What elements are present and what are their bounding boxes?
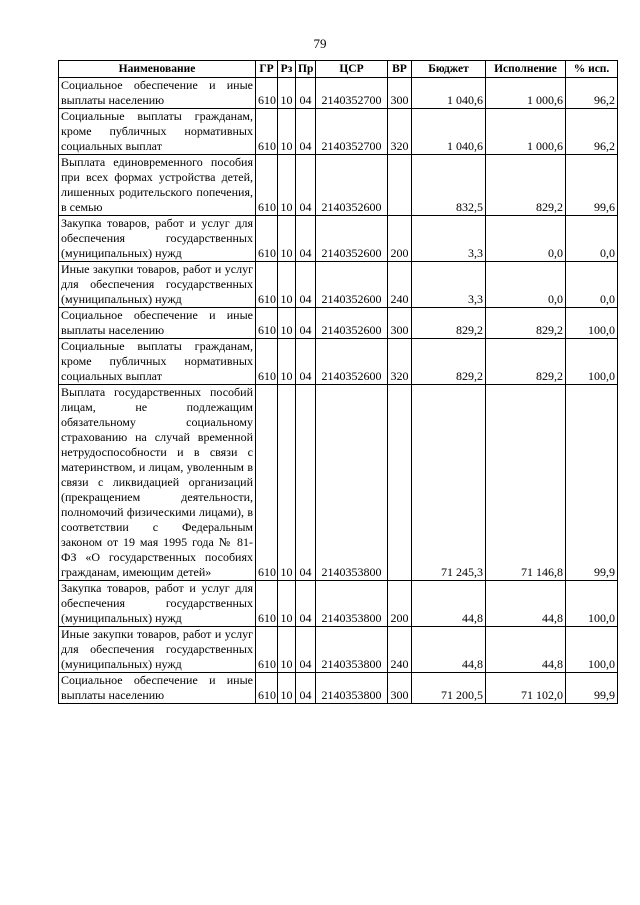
cell-pr: 04 [296,581,316,627]
cell-vr: 320 [388,339,412,385]
cell-csr: 2140352700 [316,109,388,155]
cell-budget: 3,3 [412,216,486,262]
cell-gr: 610 [256,627,278,673]
cell-vr: 300 [388,308,412,339]
cell-csr: 2140353800 [316,385,388,581]
cell-vr: 300 [388,673,412,704]
cell-vr: 320 [388,109,412,155]
cell-execution: 0,0 [486,262,566,308]
table-row [59,339,618,385]
cell-name: Выплата единовременного пособия при всех формах устройства детей, лишенных родительского попечения, в семью [59,155,256,216]
header-csr: ЦСР [316,61,388,78]
cell-pr: 04 [296,339,316,385]
cell-vr [388,155,412,216]
header-name: Наименование [59,61,256,78]
cell-name: Социальные выплаты гражданам, кроме публичных нормативных социальных выплат [59,339,256,385]
cell-gr: 610 [256,308,278,339]
cell-csr: 2140352600 [316,216,388,262]
cell-percent: 99,9 [566,673,618,704]
header-rz: Рз [278,61,296,78]
cell-gr: 610 [256,109,278,155]
cell-gr: 610 [256,673,278,704]
cell-gr: 610 [256,78,278,109]
header-execution: Исполнение [486,61,566,78]
cell-name: Иные закупки товаров, работ и услуг для обеспечения государственных (муниципальных) нужд [59,627,256,673]
table-row [59,109,618,155]
cell-pr: 04 [296,308,316,339]
cell-rz: 10 [278,581,296,627]
cell-budget: 71 200,5 [412,673,486,704]
table-row [59,627,618,673]
cell-name: Социальное обеспечение и иные выплаты населению [59,78,256,109]
cell-gr: 610 [256,339,278,385]
cell-rz: 10 [278,385,296,581]
header-budget: Бюджет [412,61,486,78]
cell-name: Иные закупки товаров, работ и услуг для обеспечения государственных (муниципальных) нужд [59,262,256,308]
cell-csr: 2140353800 [316,627,388,673]
header-vr: ВР [388,61,412,78]
table-row [59,78,618,109]
cell-percent: 100,0 [566,308,618,339]
table-body [59,78,618,704]
cell-name: Социальное обеспечение и иные выплаты населению [59,308,256,339]
cell-budget: 44,8 [412,627,486,673]
cell-execution: 829,2 [486,155,566,216]
cell-rz: 10 [278,339,296,385]
cell-budget: 832,5 [412,155,486,216]
cell-percent: 99,6 [566,155,618,216]
cell-vr: 300 [388,78,412,109]
cell-execution: 44,8 [486,627,566,673]
cell-rz: 10 [278,155,296,216]
cell-pr: 04 [296,216,316,262]
table-row [59,216,618,262]
cell-execution: 1 000,6 [486,109,566,155]
cell-name: Выплата государственных пособий лицам, не подлежащим обязательному социальному страхованию на случай временной нетрудоспособности и в связи с материнством, и лицам, уволенным в связи с ликвидацией организаций (прекращением деятельности, полномочий физическими лицами), в соответствии с Федеральным законом от 19 мая 1995 года № 81-ФЗ «О государственных пособиях гражданам, имеющим детей» [59,385,256,581]
cell-gr: 610 [256,155,278,216]
cell-gr: 610 [256,216,278,262]
cell-percent: 0,0 [566,262,618,308]
cell-csr: 2140353800 [316,581,388,627]
cell-csr: 2140352700 [316,78,388,109]
cell-budget: 1 040,6 [412,78,486,109]
cell-pr: 04 [296,385,316,581]
cell-vr: 240 [388,262,412,308]
cell-budget: 1 040,6 [412,109,486,155]
header-row [59,61,618,78]
header-pr: Пр [296,61,316,78]
cell-rz: 10 [278,673,296,704]
cell-budget: 829,2 [412,308,486,339]
cell-vr: 240 [388,627,412,673]
cell-percent: 0,0 [566,216,618,262]
page-number: 79 [313,36,327,51]
cell-rz: 10 [278,109,296,155]
cell-vr: 200 [388,581,412,627]
cell-budget: 71 245,3 [412,385,486,581]
cell-percent: 100,0 [566,339,618,385]
cell-name: Социальное обеспечение и иные выплаты населению [59,673,256,704]
cell-percent: 99,9 [566,385,618,581]
cell-execution: 71 102,0 [486,673,566,704]
cell-pr: 04 [296,155,316,216]
header-percent: % исп. [566,61,618,78]
cell-budget: 829,2 [412,339,486,385]
cell-percent: 96,2 [566,109,618,155]
cell-execution: 829,2 [486,308,566,339]
cell-gr: 610 [256,262,278,308]
cell-execution: 71 146,8 [486,385,566,581]
table-row [59,262,618,308]
cell-pr: 04 [296,673,316,704]
budget-execution-table [58,60,618,704]
cell-pr: 04 [296,262,316,308]
table-row [59,385,618,581]
table-row [59,308,618,339]
cell-csr: 2140352600 [316,339,388,385]
cell-name: Закупка товаров, работ и услуг для обеспечения государственных (муниципальных) нужд [59,581,256,627]
cell-budget: 44,8 [412,581,486,627]
cell-budget: 3,3 [412,262,486,308]
cell-vr: 200 [388,216,412,262]
cell-csr: 2140353800 [316,673,388,704]
cell-rz: 10 [278,262,296,308]
header-gr: ГР [256,61,278,78]
cell-execution: 1 000,6 [486,78,566,109]
table-row [59,673,618,704]
cell-rz: 10 [278,78,296,109]
cell-execution: 0,0 [486,216,566,262]
cell-csr: 2140352600 [316,155,388,216]
cell-rz: 10 [278,216,296,262]
cell-name: Закупка товаров, работ и услуг для обеспечения государственных (муниципальных) нужд [59,216,256,262]
cell-pr: 04 [296,109,316,155]
cell-vr [388,385,412,581]
table-row [59,581,618,627]
cell-percent: 100,0 [566,627,618,673]
cell-percent: 96,2 [566,78,618,109]
cell-gr: 610 [256,581,278,627]
cell-pr: 04 [296,78,316,109]
cell-csr: 2140352600 [316,262,388,308]
cell-pr: 04 [296,627,316,673]
cell-execution: 829,2 [486,339,566,385]
cell-csr: 2140352600 [316,308,388,339]
cell-name: Социальные выплаты гражданам, кроме публичных нормативных социальных выплат [59,109,256,155]
cell-execution: 44,8 [486,581,566,627]
cell-gr: 610 [256,385,278,581]
cell-percent: 100,0 [566,581,618,627]
cell-rz: 10 [278,308,296,339]
cell-rz: 10 [278,627,296,673]
table-row [59,155,618,216]
